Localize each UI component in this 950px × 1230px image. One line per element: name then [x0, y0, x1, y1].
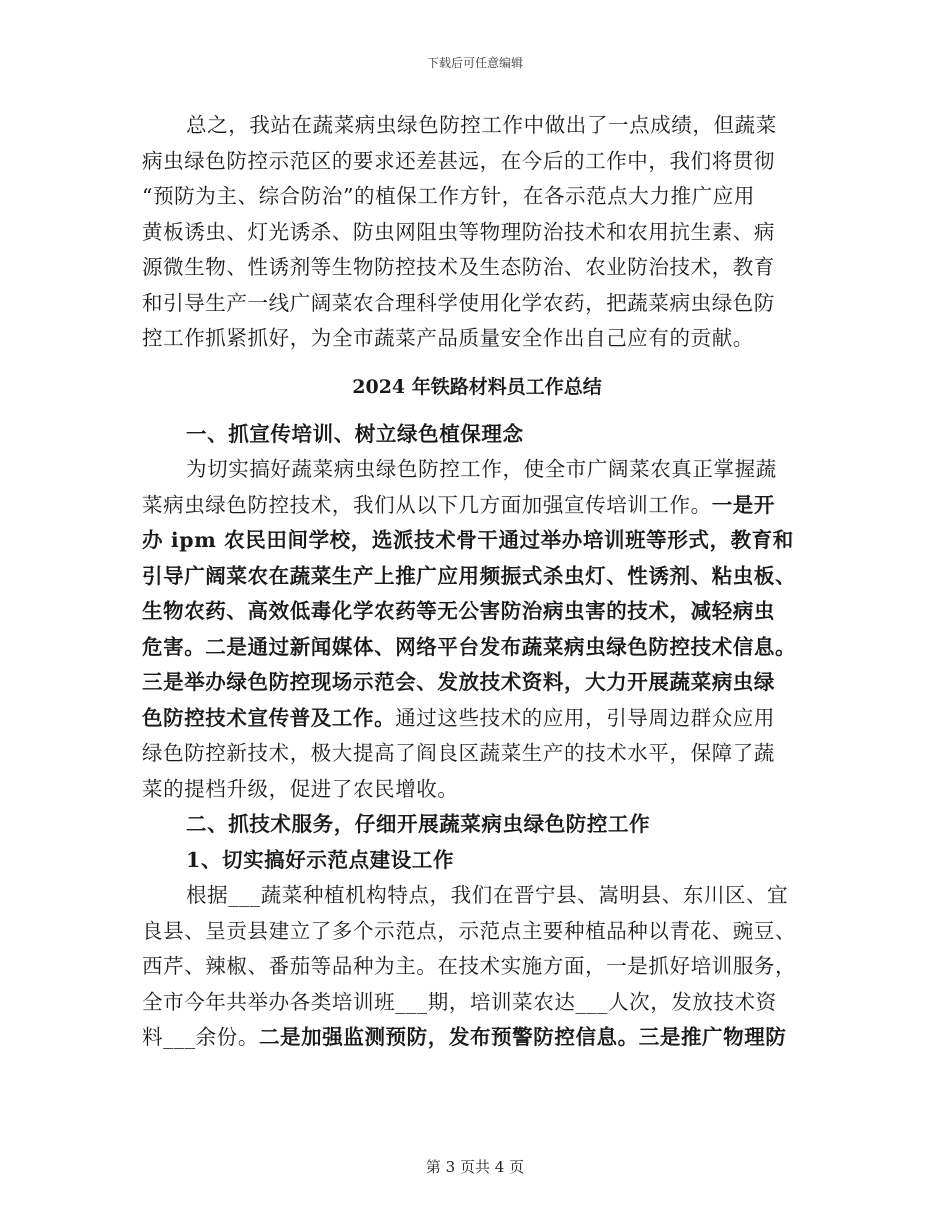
paragraph-line: “预防为主、综合防治”的植保工作方针，在各示范点大力推广应用 [142, 184, 755, 208]
bold-text-run: 色防控技术宣传普及工作。 [142, 705, 396, 730]
paragraph-line: 黄板诱虫、灯光诱杀、防虫网阻虫等物理防治技术和农用抗生素、病 [142, 219, 775, 244]
paragraph-line: 办 ipm 农民田间学校，选派技术骨干通过举办培训班等形式，教育和 [142, 528, 794, 552]
bold-text-run: 一是开 [711, 492, 776, 517]
page-footer: 第 3 页共 4 页 [425, 1158, 525, 1176]
paragraph-line: 源微生物、性诱剂等生物防控技术及生态防治、农业防治技术，教育 [142, 255, 775, 279]
document-title: 2024 年铁路材料员工作总结 [352, 375, 602, 398]
section-heading-1: 一、抓宣传培训、树立绿色植保理念 [186, 421, 524, 446]
paragraph-line: 根据___蔬菜种植机构特点，我们在晋宁县、嵩明县、东川区、宜 [186, 883, 789, 907]
paragraph-line: 病虫绿色防控示范区的要求还差甚远，在今后的工作中，我们将贯彻 [142, 148, 775, 173]
paragraph-line: 为切实搞好蔬菜病虫绿色防控工作，使全市广阔菜农真正掌握蔬 [186, 457, 777, 481]
paragraph-line: 绿色防控新技术，极大提高了阎良区蔬菜生产的技术水平，保障了蔬 [142, 741, 775, 765]
paragraph-line: 生物农药、高效低毒化学农药等无公害防治病虫害的技术，减轻病虫 [142, 599, 775, 623]
paragraph-line: 全市今年共举办各类培训班___期，培训菜农达___人次，发放技术资 [142, 989, 777, 1014]
document-body [142, 108, 812, 1056]
paragraph-line: 控工作抓紧抓好，为全市蔬菜产品质量安全作出自己应有的贡献。 [142, 326, 754, 350]
page-header: 下载后可任意编辑 [426, 56, 523, 70]
paragraph-line: 良县、呈贡县建立了多个示范点，示范点主要种植品种以青花、豌豆、 [142, 918, 797, 943]
paragraph-line [142, 701, 812, 737]
paragraph-line: 西芹、辣椒、番茄等品种为主。在技术实施方面，一是抓好培训服务， [142, 954, 797, 978]
subsection-heading: 1、切实搞好示范点建设工作 [186, 847, 455, 872]
bold-text-run: 二是加强监测预防，发布预警防控信息。三是推广物理防 [258, 1025, 787, 1049]
paragraph-line [142, 488, 812, 524]
paragraph-line: 菜的提档升级，促进了农民增收。 [142, 776, 459, 801]
paragraph-line: 引导广阔菜农在蔬菜生产上推广应用频振式杀虫灯、性诱剂、粘虫板、 [142, 563, 797, 588]
paragraph-line: 和引导生产一线广阔菜农合理科学使用化学农药，把蔬菜病虫绿色防 [142, 290, 775, 315]
text-run: 菜病虫绿色防控技术，我们从以下几方面加强宣传培训工作。 [142, 492, 712, 517]
text-run: 通过这些技术的应用，引导周边群众应用 [395, 705, 776, 730]
section-heading-2: 二、抓技术服务，仔细开展蔬菜病虫绿色防控工作 [186, 812, 651, 836]
paragraph-line: 三是举办绿色防控现场示范会、发放技术资料，大力开展蔬菜病虫绿 [142, 670, 775, 694]
text-run: 料___余份。 [142, 1025, 259, 1049]
paragraph-line: 危害。二是通过新闻媒体、网络平台发布蔬菜病虫绿色防控技术信息。 [142, 634, 797, 659]
paragraph-line: 总之，我站在蔬菜病虫绿色防控工作中做出了一点成绩，但蔬菜 [186, 113, 777, 137]
paragraph-line [142, 1020, 812, 1056]
